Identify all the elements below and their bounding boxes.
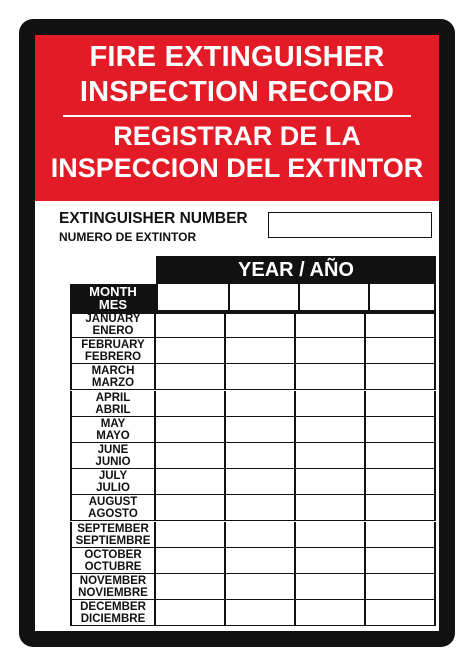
month-name-spanish: FEBRERO: [84, 351, 142, 364]
table-row: [70, 495, 436, 521]
year-header: YEAR / AÑO: [156, 256, 436, 284]
title-english-line2: INSPECTION RECORD: [79, 76, 395, 108]
inspection-entry-cell[interactable]: [366, 522, 436, 548]
footer: [234, 636, 441, 646]
month-name-english: AUGUST: [88, 496, 138, 509]
table-row: [70, 522, 436, 548]
inspection-entry-cell[interactable]: [366, 495, 436, 521]
month-name-english: MARCH: [91, 365, 135, 378]
inspection-entry-cell[interactable]: [226, 364, 296, 390]
month-name-english: NOVEMBER: [79, 575, 147, 587]
inspection-entry-cell[interactable]: [226, 600, 296, 626]
month-name-spanish: OCTUBRE: [84, 560, 142, 573]
inspection-entry-cell[interactable]: [296, 391, 366, 417]
inspection-entry-cell[interactable]: [296, 600, 366, 626]
inspection-entry-cell[interactable]: [226, 574, 296, 600]
title-spanish-line1: REGISTRAR DE LA: [113, 121, 361, 151]
inspection-entry-cell[interactable]: [296, 548, 366, 574]
inspection-entry-cell[interactable]: [156, 391, 226, 417]
month-header: [70, 284, 156, 312]
table-row: [70, 469, 436, 495]
inspection-entry-cell[interactable]: [296, 443, 366, 469]
month-name-english: JANUARY: [85, 313, 141, 325]
inspection-entry-cell[interactable]: [366, 391, 436, 417]
month-name-spanish: JUNIO: [95, 456, 131, 468]
inspection-entry-cell[interactable]: [296, 417, 366, 443]
inspection-entry-cell[interactable]: [296, 469, 366, 495]
month-name-spanish: MARZO: [91, 377, 135, 390]
title-banner: [35, 35, 439, 201]
inspection-entry-cell[interactable]: [156, 600, 226, 626]
inspection-entry-cell[interactable]: [366, 417, 436, 443]
month-name-english: APRIL: [95, 391, 131, 404]
month-name-spanish: SEPTIEMBRE: [75, 534, 151, 547]
table-row: [70, 364, 436, 390]
month-name-spanish: NOVIEMBRE: [78, 587, 148, 599]
month-label-cell: [70, 600, 156, 626]
inspection-entry-cell[interactable]: [226, 312, 296, 338]
month-name-spanish: MAYO: [96, 429, 130, 442]
sign: [19, 19, 455, 647]
inspection-entry-cell[interactable]: [226, 443, 296, 469]
extinguisher-number-label: EXTINGUISHER NUMBER: [59, 210, 248, 227]
inspection-entry-cell[interactable]: [366, 548, 436, 574]
table-row: [70, 391, 436, 417]
inspection-entry-cell[interactable]: [156, 312, 226, 338]
month-name-spanish: AGOSTO: [88, 508, 138, 521]
inspection-entry-cell[interactable]: [366, 312, 436, 338]
month-name-english: DECEMBER: [80, 601, 146, 614]
footer-divider: [352, 636, 353, 646]
inspection-entry-cell[interactable]: [226, 391, 296, 417]
month-label-cell: [70, 548, 156, 574]
table-row: [70, 312, 436, 338]
extinguisher-number-label-spanish: NUMERO DE EXTINTOR: [59, 230, 197, 244]
table-row: [70, 338, 436, 364]
month-label-cell: [70, 469, 156, 495]
inspection-entry-cell[interactable]: [366, 600, 436, 626]
inspection-entry-cell[interactable]: [156, 495, 226, 521]
inspection-entry-cell[interactable]: [226, 417, 296, 443]
month-name-spanish: ABRIL: [95, 403, 131, 416]
table-row: [70, 574, 436, 600]
inspection-entry-cell[interactable]: [296, 574, 366, 600]
inspection-entry-cell[interactable]: [156, 364, 226, 390]
month-label-cell: [70, 338, 156, 364]
inspection-entry-cell[interactable]: [296, 522, 366, 548]
table-row: [70, 600, 436, 626]
inspection-entry-cell[interactable]: [226, 548, 296, 574]
month-name-english: OCTOBER: [84, 548, 142, 561]
footer-divider: [278, 636, 279, 646]
inspection-entry-cell[interactable]: [156, 469, 226, 495]
inspection-entry-cell[interactable]: [366, 364, 436, 390]
inspection-entry-cell[interactable]: [156, 338, 226, 364]
title-divider: [63, 115, 411, 117]
year-input-cell[interactable]: [368, 284, 438, 310]
month-header-english: MONTH: [89, 284, 137, 299]
month-label-cell: [70, 495, 156, 521]
month-name-english: MAY: [100, 417, 126, 430]
creative-safety-supply-logo-icon: [234, 637, 242, 645]
footer-website: creativesafetysupply.com: [285, 638, 347, 644]
inspection-entry-cell[interactable]: [366, 574, 436, 600]
table-row: [70, 548, 436, 574]
month-label-cell: [70, 417, 156, 443]
table-row: [70, 443, 436, 469]
month-name-english: JULY: [98, 470, 128, 483]
month-name-spanish: JULIO: [96, 482, 130, 495]
month-name-spanish: ENERO: [92, 325, 134, 337]
month-label-cell: [70, 312, 156, 338]
title-english-line1: FIRE EXTINGUISHER: [89, 41, 385, 73]
inspection-entry-cell[interactable]: [296, 495, 366, 521]
inspection-entry-cell[interactable]: [156, 574, 226, 600]
inspection-entry-cell[interactable]: [366, 443, 436, 469]
inspection-entry-cell[interactable]: [156, 522, 226, 548]
year-input-cell[interactable]: [228, 284, 298, 310]
month-label-cell: [70, 574, 156, 600]
extinguisher-number-field[interactable]: [268, 212, 432, 238]
inspection-entry-cell[interactable]: [156, 548, 226, 574]
table-row: [70, 417, 436, 443]
month-name-english: SEPTEMBER: [77, 522, 149, 535]
month-label-cell: [70, 364, 156, 390]
month-name-spanish: DICIEMBRE: [80, 613, 146, 626]
month-label-cell: [70, 522, 156, 548]
inspection-entry-cell[interactable]: [226, 495, 296, 521]
year-columns-row: [156, 284, 436, 312]
month-header-spanish: MES: [98, 297, 128, 312]
inspection-entry-cell[interactable]: [156, 443, 226, 469]
footer-divider: [398, 636, 399, 646]
month-label-cell: [70, 443, 156, 469]
inspection-entry-cell[interactable]: [226, 522, 296, 548]
footer-phone: 866-777-1360: [358, 638, 393, 644]
inspection-entry-cell[interactable]: [366, 338, 436, 364]
inspection-entry-cell[interactable]: [296, 364, 366, 390]
inspection-entry-cell[interactable]: [226, 469, 296, 495]
footer-sku: # WS27258-24: [404, 638, 442, 644]
month-label-cell: [70, 391, 156, 417]
year-input-cell[interactable]: [158, 284, 228, 310]
month-name-english: FEBRUARY: [81, 339, 145, 352]
inspection-entry-cell[interactable]: [296, 338, 366, 364]
title-spanish-line2: INSPECCION DEL EXTINTOR: [50, 153, 424, 183]
year-input-cell[interactable]: [298, 284, 368, 310]
footer-brand: CREATIVE: [245, 638, 273, 644]
inspection-entry-cell[interactable]: [366, 469, 436, 495]
inspection-entry-cell[interactable]: [226, 338, 296, 364]
month-name-english: JUNE: [97, 444, 129, 456]
inspection-entry-cell[interactable]: [296, 312, 366, 338]
inspection-entry-cell[interactable]: [156, 417, 226, 443]
